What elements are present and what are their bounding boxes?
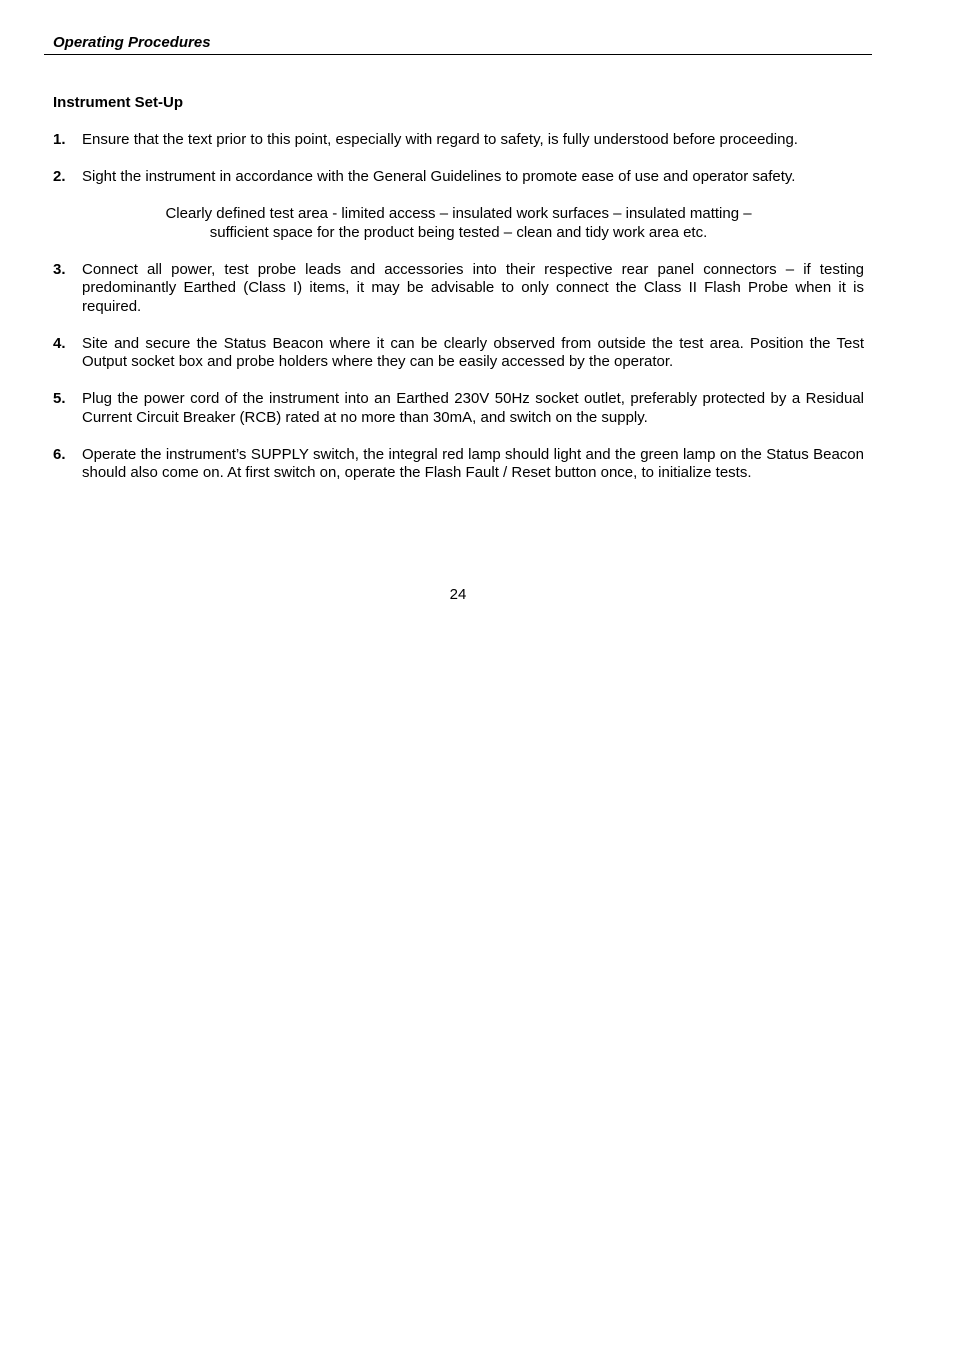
section-title: Instrument Set-Up [53, 94, 184, 111]
step-text: Operate the instrument’s SUPPLY switch, the integral red lamp should light and the green lamp on the Status Beacon should also come on. At first switch on, operate the Flash Fault / Reset button once, to initialize tests. [82, 445, 864, 481]
note-line-1: Clearly defined test area - limited access – insulated work surfaces – insulated matting – [165, 205, 752, 222]
procedure-step-1 [53, 131, 864, 150]
note-line-2: sufficient space for the product being tested – clean and tidy work area etc. [209, 223, 708, 241]
work-area-guidelines-note [53, 205, 864, 242]
procedure-steps-list [53, 131, 864, 501]
step-text: Connect all power, test probe leads and accessories into their respective rear panel connectors – if testing predominantly Earthed (Class I) items, it may be advisable to only connect the Class II Flash Probe when it is required. [82, 260, 864, 315]
procedure-step-6 [53, 446, 864, 483]
procedure-step-3 [53, 261, 864, 317]
step-number: 3. [53, 260, 66, 278]
step-number: 1. [53, 131, 66, 148]
step-text: Site and secure the Status Beacon where it can be clearly observed from outside the test area. Position the Test Output socket box and probe holders where they can be easily accessed by the operator. [82, 334, 864, 370]
step-number: 6. [53, 445, 66, 463]
running-header-title: Operating Procedures [53, 34, 211, 51]
procedure-step-2 [53, 168, 864, 242]
procedure-step-5 [53, 390, 864, 427]
running-header [44, 34, 872, 55]
page-number: 24 [449, 586, 467, 603]
step-number: 2. [53, 168, 66, 185]
step-text: Sight the instrument in accordance with the General Guidelines to promote ease of use and operator safety. [82, 168, 796, 185]
step-number: 4. [53, 334, 66, 352]
procedure-step-4 [53, 335, 864, 372]
step-number: 5. [53, 390, 66, 407]
step-text: Plug the power cord of the instrument into an Earthed 230V 50Hz socket outlet, preferably protected by a Residual Current Circuit Breaker (RCB) rated at no more than 30mA, and switch on the supply. [82, 390, 864, 426]
step-text: Ensure that the text prior to this point, especially with regard to safety, is fully understood before proceeding. [82, 131, 798, 148]
